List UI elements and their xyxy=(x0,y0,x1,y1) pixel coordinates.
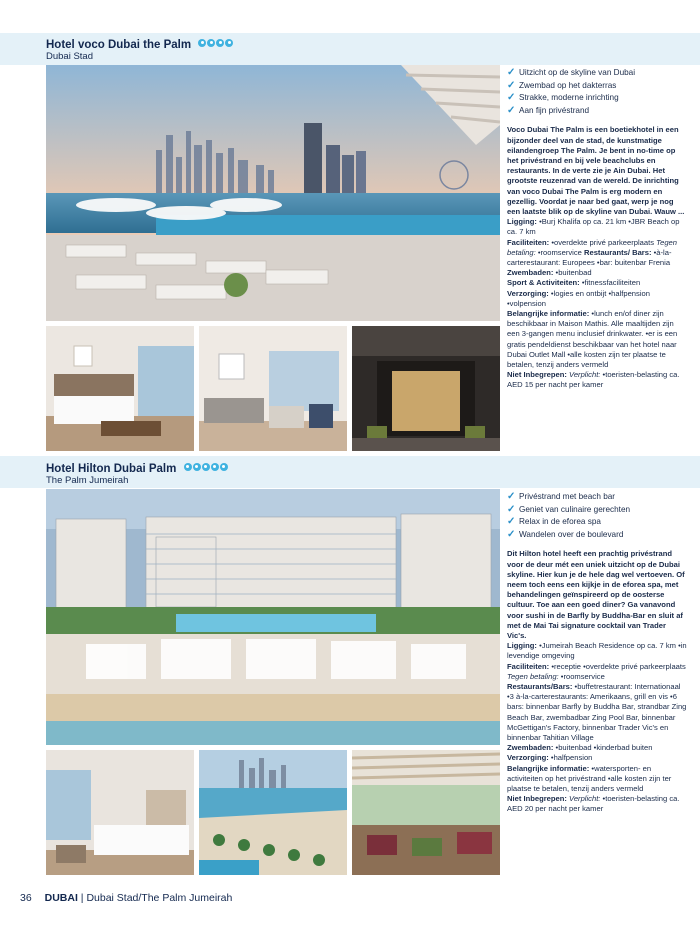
hotel-title xyxy=(46,38,234,51)
detail-board: Verzorging: •logies en ontbijt •halfpension •volpension xyxy=(507,288,650,308)
star-icon xyxy=(202,463,210,471)
detail-facilities: Faciliteiten: •receptie •overdekte privé parkeerplaats Tegen betaling: •roomservice xyxy=(507,661,686,681)
star-icon xyxy=(184,463,192,471)
usp-item: ✓ Strakke, moderne inrichting xyxy=(507,92,619,104)
usp-list xyxy=(507,67,687,117)
hotel-intro: Dit Hilton hotel heeft een prachtig privéstrand voor de deur mét een uniek uitzicht op de Dubai skyline. Hier kun je de hele dag wel vertoeven. Of neem toch eens een kijkje in de eforea spa, met behandelingen geïnspireerd op de oosterse cultuur. Toe aan een goed diner? Ga vanavond voor sushi in de Barfly by Buddha-Bar en sluit af met de Mai Tai signature cocktail van Trader Vic's. xyxy=(507,549,685,640)
star-icon xyxy=(207,39,215,47)
footer-region: Dubai Stad/The Palm Jumeirah xyxy=(86,892,233,904)
hotel-entrance-photo xyxy=(352,326,500,451)
rating-stars xyxy=(198,38,234,50)
detail-restaurants: Restaurants/Bars: •buffetrestaurant: Internationaal •3 à-la-carterestaurants: Amerikaans, grill en vis •6 bars: binnenbar Barfly by Buddha Bar, strandbar Zing Beach Bar, zwembadbar Zing Pool Bar, binnenbar McGettigan's Factory, binnenbar Trader Vic's en binnenbar Tahitian Village xyxy=(507,682,687,743)
star-icon xyxy=(193,463,201,471)
detail-location: Ligging: •Burj Khalifa op ca. 21 km •JBR Beach op ca. 7 km xyxy=(507,217,680,237)
checkmark-icon: ✓ xyxy=(507,92,516,104)
hotel-location: The Palm Jumeirah xyxy=(46,475,129,486)
checkmark-icon: ✓ xyxy=(507,104,516,116)
detail-sport: Sport & Activiteiten: •fitnessfaciliteiten xyxy=(507,278,641,288)
page-footer xyxy=(20,892,232,904)
hotel-name: Hotel voco Dubai the Palm xyxy=(46,39,192,51)
hotel-skyline-photo xyxy=(199,750,347,875)
checkmark-icon: ✓ xyxy=(507,528,516,540)
detail-facilities: Faciliteiten: •overdekte privé parkeerplaats Tegen betaling: •roomservice Restaurants/ Bars: •à-la-carterestaurant: Europees •bar: buitenbar Frenia Zwembaden: •buitenbad xyxy=(507,237,677,278)
hotel-main-photo xyxy=(46,65,500,321)
detail-not-included: Niet Inbegrepen: Verplicht: •toeristen-belasting ca. AED 20 per nacht per kamer xyxy=(507,794,680,814)
hotel-intro: Voco Dubai The Palm is een boetiekhotel in een bijzonder deel van de stad, de kunstmatige eilandengroep The Palm. Je bent in no-time op het privéstrand en bij vele beachclubs en restaurants. In de verte zie je Ain Dubai. Het grootste reuzenrad van de wereld. De inrichting van voco Dubai The Palm is erg modern en gezellig. Voordat je naar bed gaat, werp je nog een laatste blik op de skyline van Dubai. Wauw ... xyxy=(507,125,685,216)
footer-separator: | xyxy=(80,892,84,904)
usp-item: ✓ Relax in de eforea spa xyxy=(507,516,601,528)
usp-list xyxy=(507,491,687,541)
detail-location: Ligging: •Jumeirah Beach Residence op ca. 7 km •in levendige omgeving xyxy=(507,641,687,661)
detail-important: Belangrijke informatie: •watersporten- en activiteiten op het privéstrand •alle kosten zijn ter plaatse te betalen, tenzij anders vermeld xyxy=(507,763,672,794)
hotel-description-column xyxy=(507,491,687,815)
checkmark-icon: ✓ xyxy=(507,79,516,91)
detail-not-included: Niet Inbegrepen: Verplicht: •toeristen-belasting ca. AED 15 per nacht per kamer xyxy=(507,370,680,390)
checkmark-icon: ✓ xyxy=(507,491,516,502)
usp-item: ✓ Aan fijn privéstrand xyxy=(507,104,590,116)
detail-board: Verzorging: •halfpension xyxy=(507,753,593,763)
checkmark-icon: ✓ xyxy=(507,503,516,515)
hotel-room-photo xyxy=(46,326,194,451)
hotel-name: Hotel Hilton Dubai Palm xyxy=(46,463,177,475)
star-icon xyxy=(211,463,219,471)
hotel-title xyxy=(46,462,229,475)
star-icon xyxy=(220,463,228,471)
star-icon xyxy=(198,39,206,47)
checkmark-icon: ✓ xyxy=(507,67,516,78)
checkmark-icon: ✓ xyxy=(507,516,516,528)
hotel-description-column xyxy=(507,67,687,391)
usp-item: ✓ Zwembad op het dakterras xyxy=(507,79,617,91)
hotel-location: Dubai Stad xyxy=(46,51,94,62)
footer-destination: DUBAI xyxy=(44,892,78,904)
page-number: 36 xyxy=(20,892,32,904)
usp-item: ✓ Wandelen over de boulevard xyxy=(507,528,624,540)
hotel-room-photo xyxy=(46,750,194,875)
star-icon xyxy=(225,39,233,47)
usp-item: ✓ Geniet van culinaire gerechten xyxy=(507,503,631,515)
star-icon xyxy=(216,39,224,47)
detail-important: Belangrijke informatie: •lunch en/of diner zijn beschikbaar in Maison Mathis. Alle maaltijden zijn een 3-gangen menu inclusief drinkwater. •er is een gratis pendeldienst beschikbaar van het hotel naar Dubai Outlet Mall •alle kosten zijn ter plaatse te betalen, tenzij anders vermeld xyxy=(507,309,678,370)
hotel-main-photo xyxy=(46,489,500,745)
rating-stars xyxy=(184,462,229,474)
hotel-restaurant-photo xyxy=(352,750,500,875)
detail-pools: Zwembaden: •buitenbad •kinderbad buiten xyxy=(507,743,653,753)
usp-item: ✓ Privéstrand met beach bar xyxy=(507,491,616,502)
hotel-suite-photo xyxy=(199,326,347,451)
usp-item: ✓ Uitzicht op de skyline van Dubai xyxy=(507,67,636,78)
